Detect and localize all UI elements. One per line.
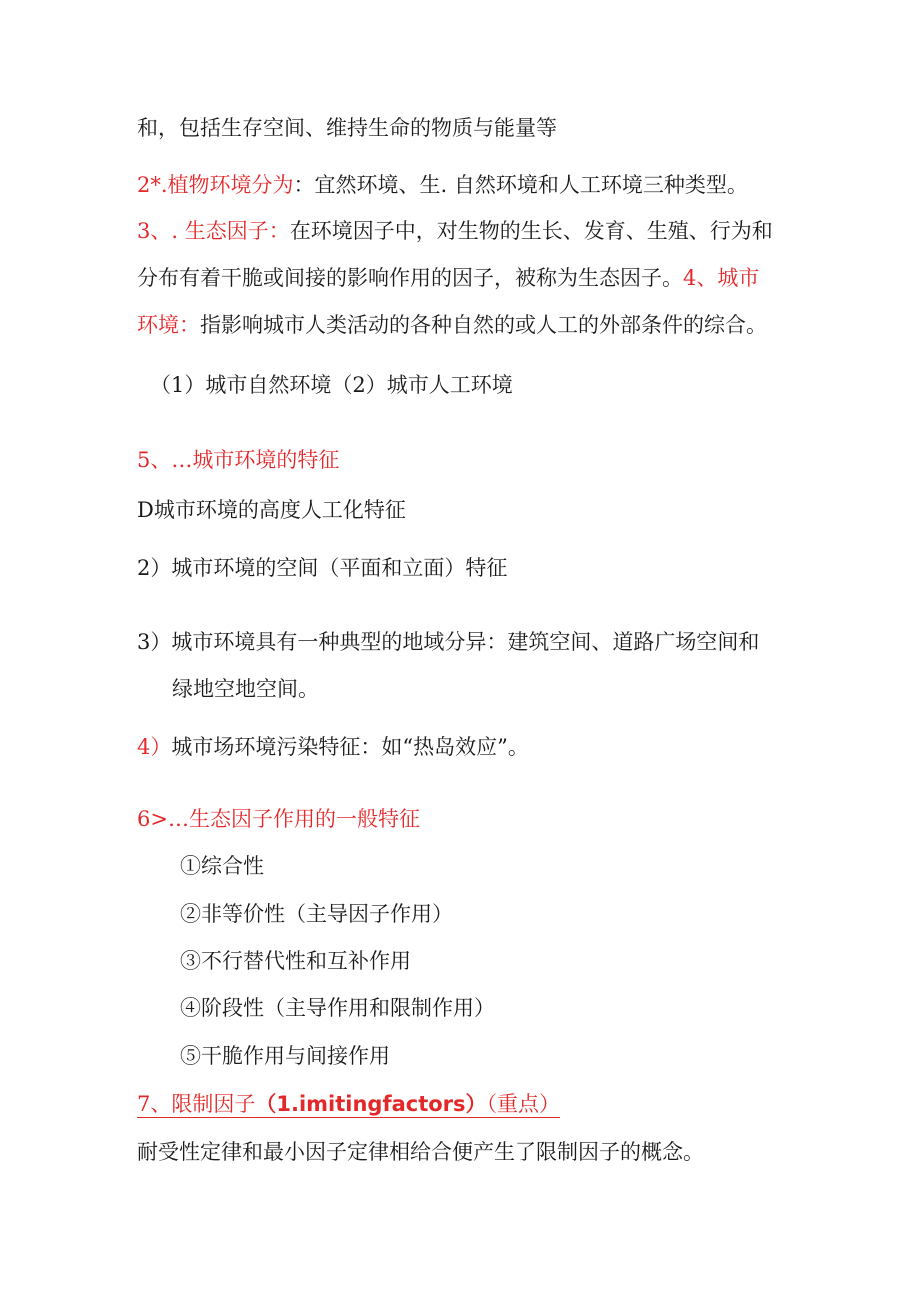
heading-urban-environment: 4、城市 [683, 266, 760, 290]
limiting-factors-english: （1.imitingfactors） [255, 1092, 487, 1116]
text-line-1: 和，包括生存空间、维持生命的物质与能量等 [137, 116, 557, 140]
limiting-factors-title [137, 1092, 560, 1118]
heading-urban-environment-cont: 环境： [137, 313, 200, 337]
list-item-feature-3-cont: 绿地空地空间。 [172, 677, 319, 701]
body-ecological-factor: 在环境因子中，对生物的生长、发育、生殖、行为和 [289, 219, 773, 243]
text-line-5 [137, 310, 767, 340]
list-item-non-equivalent: ②非等价性（主导因子作用） [180, 902, 453, 926]
text-line-6: （1）城市自然环境（2）城市人工环境 [150, 373, 513, 397]
list-item-feature-1: D城市环境的高度人工化特征 [137, 498, 406, 522]
limiting-factors-label: 7、限制因子 [137, 1092, 256, 1116]
heading-factor-characteristics: 6>…生态因子作用的一般特征 [137, 807, 420, 831]
heading-limiting-factors [137, 1089, 560, 1119]
list-item-feature-4 [137, 732, 529, 762]
body-ecological-factor-cont: 分布有着干脆或间接的影响作用的因子，被称为生态因子。 [137, 266, 683, 290]
list-item-feature-2: 2）城市环境的空间（平面和立面）特征 [137, 556, 508, 580]
text-line-20: 耐受性定律和最小因子定律相给合便产生了限制因子的概念。 [137, 1140, 704, 1164]
heading-urban-env-features: 5、…城市环境的特征 [137, 448, 340, 472]
list-item-direct-indirect: ⑤干脆作用与间接作用 [180, 1044, 390, 1068]
list-number-4: 4） [137, 735, 172, 759]
heading-ecological-factor: 3、. 生态因子： [137, 219, 290, 243]
list-item-feature-3: 3）城市环境具有一种典型的地域分异：建筑空间、道路广场空间和 [137, 630, 760, 654]
body-plant-environment: 宜然环境、生. 自然环境和人工环境三种类型。 [314, 173, 748, 197]
heading-plant-environment: 2*.植物环境分为 [137, 173, 294, 197]
list-body-4: 城市场环境污染特征：如“热岛效应”。 [171, 735, 529, 759]
list-item-irreplaceable: ③不行替代性和互补作用 [180, 949, 411, 973]
text-line-3 [137, 216, 773, 246]
text-line-2 [137, 170, 748, 200]
colon: ： [293, 173, 315, 197]
list-item-comprehensive: ①综合性 [180, 854, 264, 878]
key-point-tag: （重点） [486, 1092, 561, 1116]
body-urban-environment: 指影响城市人类活动的各种自然的或人工的外部条件的综合。 [200, 313, 767, 337]
list-item-stage: ④阶段性（主导作用和限制作用） [180, 996, 495, 1020]
text-line-4 [137, 263, 759, 293]
